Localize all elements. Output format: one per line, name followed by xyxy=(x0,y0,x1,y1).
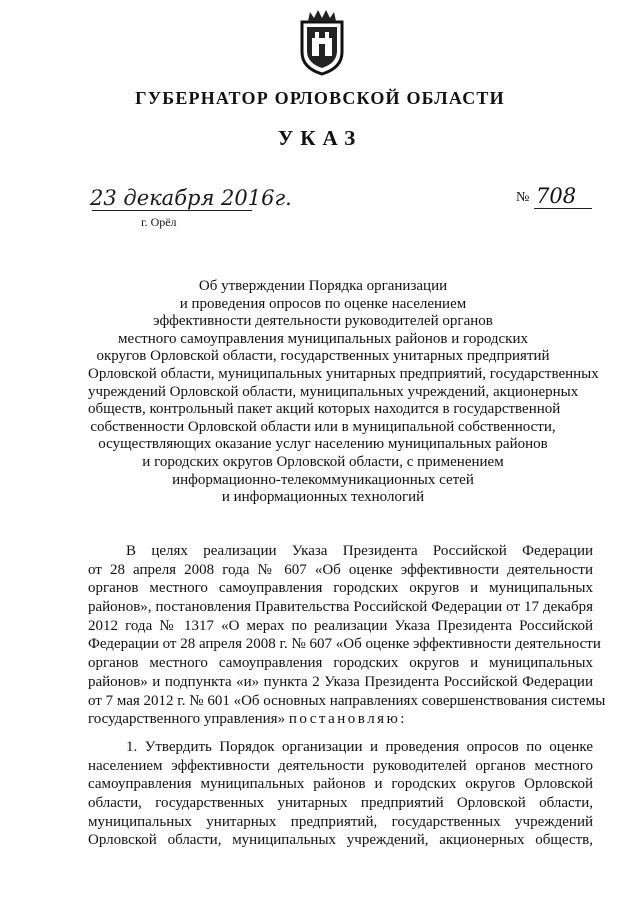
coat-of-arms-icon xyxy=(298,8,346,76)
city-label: г. Орёл xyxy=(141,215,177,229)
clause-1-paragraph xyxy=(88,738,593,850)
title-line: Орловской области, муниципальных унитарных предприятий, государственных xyxy=(88,365,599,382)
paragraph-line: муниципальных унитарных предприятий, государственных учреждений xyxy=(88,813,593,830)
title-line: округов Орловской области, государственных унитарных предприятий xyxy=(96,348,550,365)
paragraph-line: населением эффективности деятельности руководителей органов местного xyxy=(88,757,593,774)
handwritten-number: 708 xyxy=(536,184,577,208)
handwritten-date: 23 декабря 2016г. xyxy=(90,186,292,210)
title-line: учреждений Орловской области, муниципальных учреждений, акционерных xyxy=(88,383,579,400)
number-underline xyxy=(534,208,592,209)
title-line: обществ, контрольный пакет акций которых находится в государственной xyxy=(88,401,561,418)
paragraph-line-last xyxy=(88,710,593,729)
preamble-paragraph xyxy=(88,542,606,729)
title-line: осуществляющих оказание услуг населению муниципальных районов xyxy=(98,436,548,453)
title-line: местного самоуправления муниципальных районов и городских xyxy=(117,330,528,347)
title-line: информационно-телекоммуникационных сетей xyxy=(172,471,474,488)
resolve-word: постановляю: xyxy=(288,711,407,728)
paragraph-line: от 7 мая 2012 г. № 601 «Об основных направлениях совершенствования системы xyxy=(88,692,606,709)
title-line: собственности Орловской области или в муниципальной собственности, xyxy=(90,418,556,435)
paragraph-line: государственного управления» xyxy=(88,711,286,728)
paragraph-line: 1. Утвердить Порядок организации и проведения опросов по оценке xyxy=(126,739,593,755)
title-line: и информационных технологий xyxy=(221,489,425,506)
date-underline xyxy=(92,210,252,211)
title-line: Об утверждении Порядка организации xyxy=(198,278,448,294)
paragraph-line: самоуправления муниципальных районов и городских округов Орловской xyxy=(88,776,593,793)
decree-title xyxy=(88,278,599,507)
paragraph-line: Федерации от 28 апреля 2008 г. № 607 «Об оценке эффективности деятельности xyxy=(88,636,601,653)
paragraph-line: области, государственных унитарных предприятий Орловской области, xyxy=(88,795,593,812)
title-line: и проведения опросов по оценке населением xyxy=(179,295,467,312)
paragraph-line: В целях реализации Указа Президента Российской Федерации xyxy=(126,543,593,559)
paragraph-line: от 28 апреля 2008 года № 607 «Об оценке эффективности деятельности xyxy=(88,561,593,578)
title-line: эффективности деятельности руководителей органов xyxy=(153,313,493,330)
paragraph-line: районов», постановления Правительства Российской Федерации от 17 декабря xyxy=(88,599,593,616)
title-line: и городских округов Орловской области, с применением xyxy=(142,453,504,470)
paragraph-line: районов» и подпункта «и» пункта 2 Указа Президента Российской Федерации xyxy=(88,673,593,690)
paragraph-line: органов местного самоуправления городских округов и муниципальных xyxy=(88,580,593,597)
number-label: № xyxy=(516,190,530,205)
paragraph-line: Орловской области, муниципальных учреждений, акционерных обществ, xyxy=(88,832,593,849)
paragraph-line: органов местного самоуправления городских округов и муниципальных xyxy=(88,655,593,672)
paragraph-line: 2012 года № 1317 «О мерах по реализации Указа Президента Российской xyxy=(88,617,593,634)
document-type: УКАЗ xyxy=(277,126,363,150)
issuing-authority: ГУБЕРНАТОР ОРЛОВСКОЙ ОБЛАСТИ xyxy=(135,88,505,108)
